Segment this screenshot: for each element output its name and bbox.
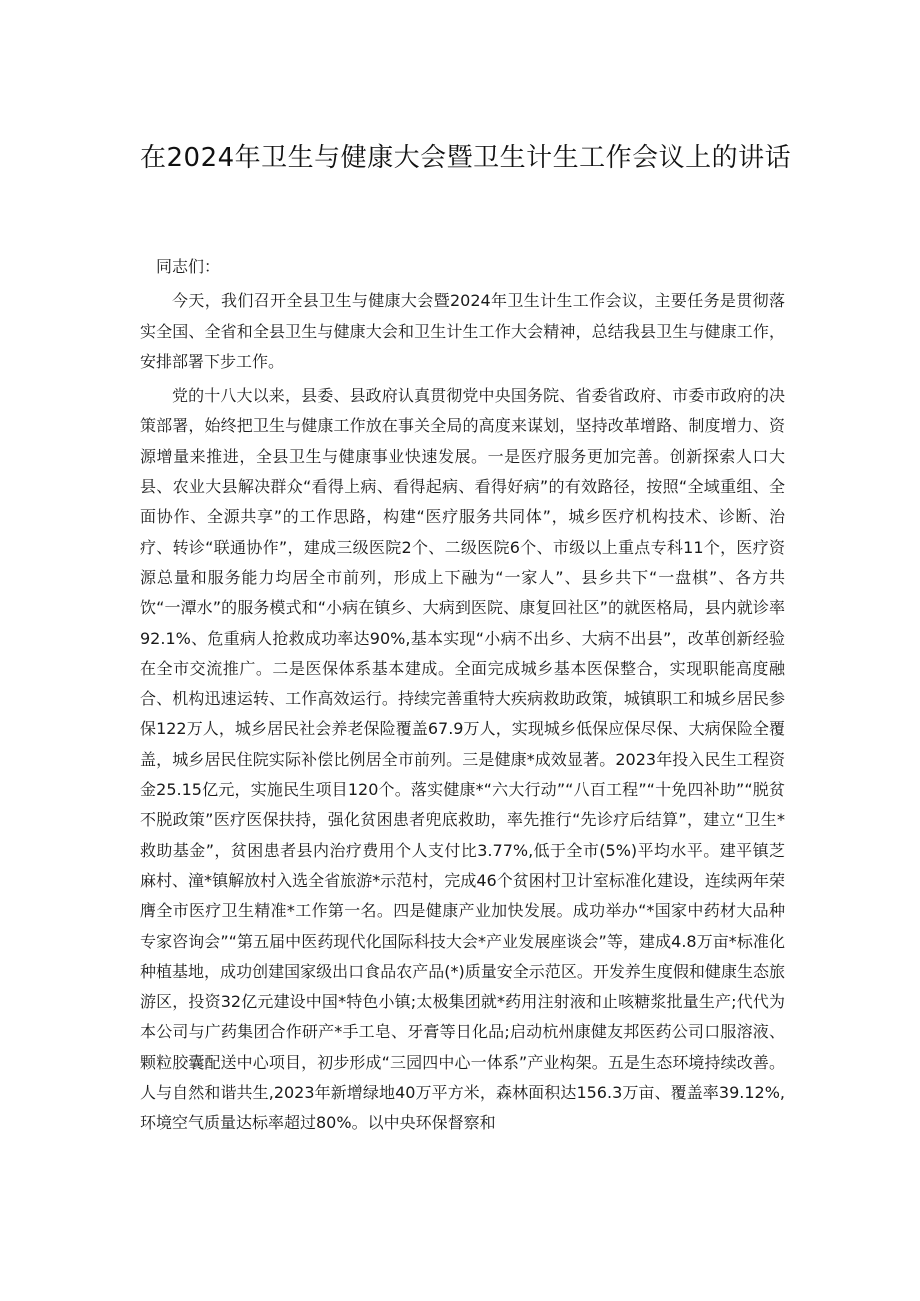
document-body	[140, 252, 785, 1143]
paragraph-achievements: 党的十八大以来，县委、县政府认真贯彻党中央国务院、省委省政府、市委市政府的决策部署，始终把卫生与健康工作放在事关全局的高度来谋划，坚持改革增路、制度增力、资源增量来推进，全县卫生与健康事业快速发展。一是医疗服务更加完善。创新探索人口大县、农业大县解决群众“看得上病、看得起病、看得好病”的有效路径，按照“全域重组、全面协作、全源共享”的工作思路，构建“医疗服务共同体”，城乡医疗机构技术、诊断、治疗、转诊“联通协作”，建成三级医院2个、二级医院6个、市级以上重点专科11个，医疗资源总量和服务能力均居全市前列，形成上下融为“一家人”、县乡共下“一盘棋”、各方共饮“一潭水”的服务模式和“小病在镇乡、大病到医院、康复回社区”的就医格局，县内就诊率92.1%、危重病人抢救成功率达90%,基本实现“小病不出乡、大病不出县”，改革创新经验在全市交流推广。二是医保体系基本建成。全面完成城乡基本医保整合，实现职能高度融合、机构迅速运转、工作高效运行。持续完善重特大疾病救助政策，城镇职工和城乡居民参保122万人，城乡居民社会养老保险覆盖67.9万人，实现城乡低保应保尽保、大病保险全覆盖，城乡居民住院实际补偿比例居全市前列。三是健康*成效显著。2023年投入民生工程资金25.15亿元，实施民生项目120个。落实健康*“六大行动”“八百工程”“十免四补助”“脱贫不脱政策”医疗医保扶持，强化贫困患者兜底救助，率先推行“先诊疗后结算”，建立“卫生*救助基金”，贫困患者县内治疗费用个人支付比3.77%,低于全市(5%)平均水平。建平镇芝麻村、潼*镇解放村入选全省旅游*示范村，完成46个贫困村卫计室标准化建设，连续两年荣膺全市医疗卫生精准*工作第一名。四是健康产业加快发展。成功举办“*国家中药材大品种专家咨询会”“第五届中医药现代化国际科技大会*产业发展座谈会”等，建成4.8万亩*标准化种植基地，成功创建国家级出口食品农产品(*)质量安全示范区。开发养生度假和健康生态旅游区，投资32亿元建设中国*特色小镇;太极集团就*药用注射液和止咳糖浆批量生产;代代为本公司与广药集团合作研产*手工皂、牙膏等日化品;启动杭州康健友邦医药公司口服溶液、颗粒胶囊配送中心项目，初步形成“三园四中心一体系”产业构架。五是生态环境持续改善。人与自然和谐共生,2023年新增绿地40万平方米，森林面积达156.3万亩、覆盖率39.12%,环境空气质量达标率超过80%。以中央环保督察和	[140, 386, 785, 1133]
document-title: 在2024年卫生与健康大会暨卫生计生工作会议上的讲话	[140, 143, 792, 173]
salutation: 同志们：	[156, 257, 221, 276]
paragraph-intro: 今天，我们召开全县卫生与健康大会暨2024年卫生计生工作会议，主要任务是贯彻落实全国、全省和全县卫生与健康大会和卫生计生工作大会精神，总结我县卫生与健康工作，安排部署下步工作。	[140, 291, 785, 371]
